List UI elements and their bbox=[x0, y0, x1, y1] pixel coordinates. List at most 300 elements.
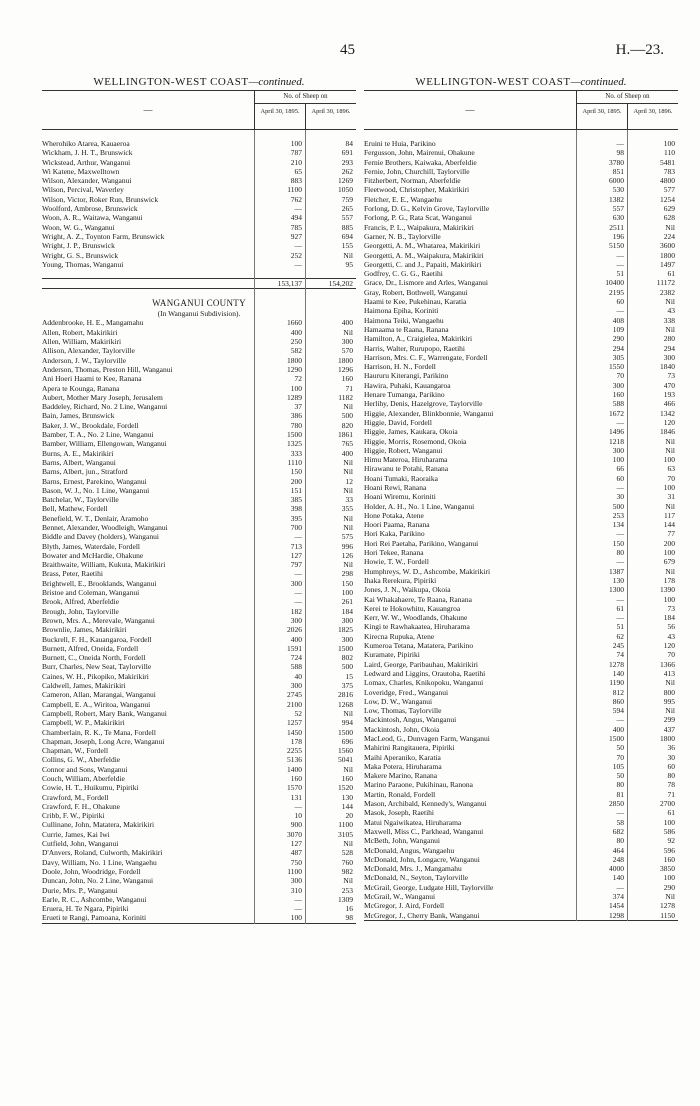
sheep-1896: 759 bbox=[341, 194, 353, 204]
sheep-1895: 682 bbox=[612, 826, 624, 836]
sheep-1896: 31 bbox=[667, 492, 675, 502]
owner-name: Apera te Kounga, Ranana bbox=[42, 383, 120, 393]
table-row bbox=[42, 737, 356, 746]
owner-name: McBeth, John, Wanganui bbox=[364, 836, 440, 846]
sheep-1896: 1269 bbox=[338, 176, 353, 186]
table-row bbox=[42, 644, 356, 653]
sheep-1895: 400 bbox=[290, 327, 302, 337]
owner-name: Blyth, James, Waterdale, Fordell bbox=[42, 541, 140, 551]
sheep-1895: 1800 bbox=[287, 355, 302, 365]
owner-name: Davy, William, No. 1 Line, Wangaehu bbox=[42, 857, 157, 867]
sheep-1895: 253 bbox=[612, 510, 624, 520]
owner-name: Wickham, J. H. T., Brunswick bbox=[42, 148, 133, 158]
table-row bbox=[42, 449, 356, 458]
table-row bbox=[364, 455, 678, 464]
owner-name: Hamaama te Raana, Ranana bbox=[364, 324, 449, 334]
table-row bbox=[364, 632, 678, 641]
total-label bbox=[42, 279, 254, 288]
table-row bbox=[42, 653, 356, 662]
table-row bbox=[42, 913, 356, 922]
sheep-1895: 1500 bbox=[609, 734, 624, 743]
sheep-1895: 70 bbox=[616, 371, 624, 381]
owner-name: Fergusson, John, Mairenui, Ohakune bbox=[364, 148, 475, 158]
table-row bbox=[42, 858, 356, 867]
owner-name: Allison, Alexander, Taylorville bbox=[42, 346, 135, 356]
sheep-1896: 995 bbox=[663, 696, 675, 706]
sheep-1895: 65 bbox=[294, 166, 302, 176]
table-row bbox=[364, 483, 678, 492]
table-row bbox=[364, 846, 678, 855]
owner-name: Mason, Archibald, Kennedy's, Wanganui bbox=[364, 799, 487, 809]
table-row bbox=[364, 316, 678, 325]
table-row bbox=[42, 411, 356, 420]
sheep-1896: 30 bbox=[667, 752, 675, 762]
sheep-1895: 487 bbox=[290, 848, 302, 858]
table-row bbox=[364, 492, 678, 501]
sheep-1895: 50 bbox=[616, 771, 624, 781]
sheep-1895: 5136 bbox=[287, 755, 302, 765]
sheep-1896: 1560 bbox=[338, 746, 353, 756]
table-row bbox=[364, 743, 678, 752]
sheep-1895: 200 bbox=[290, 476, 302, 486]
sheep-1896: 100 bbox=[663, 548, 675, 558]
sheep-1896: 16 bbox=[345, 904, 353, 914]
table-row bbox=[42, 430, 356, 439]
table-row bbox=[42, 662, 356, 671]
owner-name: Barns, Ernest, Parekino, Wanganui bbox=[42, 476, 147, 486]
table-row bbox=[42, 709, 356, 718]
table-row bbox=[42, 458, 356, 467]
table-row bbox=[364, 762, 678, 771]
table-row bbox=[364, 139, 678, 148]
sheep-1896: Nil bbox=[343, 457, 353, 467]
owner-name: Mahirini Rangitauera, Pipiriki bbox=[364, 743, 455, 753]
sheep-1895: 134 bbox=[612, 520, 624, 530]
table-row bbox=[364, 288, 678, 297]
owner-name: Biddle and Davey (holders), Wanganui bbox=[42, 532, 159, 542]
sheep-1896: 80 bbox=[667, 771, 675, 781]
table-row bbox=[42, 158, 356, 167]
table-row bbox=[364, 771, 678, 780]
table-row bbox=[364, 604, 678, 613]
sheep-1895: 37 bbox=[294, 402, 302, 412]
owner-name: Currie, James, Kai Iwi bbox=[42, 829, 110, 839]
sheep-1896: 253 bbox=[341, 885, 353, 895]
table-row bbox=[42, 148, 356, 157]
sheep-1895: 52 bbox=[294, 708, 302, 718]
sheep-1895: — bbox=[294, 241, 302, 251]
sheep-1896: 5481 bbox=[660, 157, 675, 167]
table-row bbox=[364, 650, 678, 659]
sheep-1896: 224 bbox=[663, 231, 675, 241]
sheep-1896: 500 bbox=[341, 662, 353, 672]
sheep-1895: 851 bbox=[612, 166, 624, 176]
sheep-1895: 150 bbox=[612, 538, 624, 548]
table-row bbox=[42, 195, 356, 204]
sheep-1896: Nil bbox=[665, 222, 675, 232]
sheep-1895: 494 bbox=[290, 213, 302, 223]
owner-name: Fernie, John, Churchill, Taylorville bbox=[364, 166, 470, 176]
owner-name: Holder, A. H., No. 1 Line, Wanganui bbox=[364, 501, 475, 511]
sheep-1896: 144 bbox=[663, 520, 675, 530]
table-row bbox=[364, 399, 678, 408]
owner-name: Hamilton, A., Craigielea, Makirikiri bbox=[364, 334, 473, 344]
sheep-1896: 299 bbox=[663, 715, 675, 725]
sheep-1896: 3105 bbox=[338, 829, 353, 839]
sheep-1896: 100 bbox=[663, 482, 675, 492]
sheep-1896: 78 bbox=[667, 780, 675, 790]
sheep-1896: 265 bbox=[341, 204, 353, 214]
table-row bbox=[42, 384, 356, 393]
sheep-1896: Nil bbox=[665, 501, 675, 511]
table-row bbox=[42, 421, 356, 430]
sheep-1895: 750 bbox=[290, 857, 302, 867]
table-row bbox=[42, 223, 356, 232]
table-row bbox=[364, 418, 678, 427]
sheep-1895: 245 bbox=[612, 641, 624, 651]
sheep-1896: 885 bbox=[341, 222, 353, 232]
sheep-1896: 1500 bbox=[338, 727, 353, 737]
right-title-text: WELLINGTON-WEST COAST bbox=[415, 76, 571, 88]
owner-name: Higgie, David, Fordell bbox=[364, 417, 432, 427]
left-date-1896: April 30, 1896. bbox=[305, 104, 356, 129]
table-row bbox=[42, 532, 356, 541]
sheep-1896: 994 bbox=[341, 718, 353, 728]
owner-name: Maxwell, Miss C., Parkhead, Wanganui bbox=[364, 826, 484, 836]
table-row bbox=[364, 511, 678, 520]
sheep-1895: 1110 bbox=[287, 457, 302, 467]
sheep-1895: 80 bbox=[616, 548, 624, 558]
table-row bbox=[42, 793, 356, 802]
table-row bbox=[42, 167, 356, 176]
sheep-1896: Nil bbox=[665, 566, 675, 576]
table-row bbox=[42, 542, 356, 551]
sheep-1896: 760 bbox=[341, 857, 353, 867]
owner-name: Brass, Peter, Raetihi bbox=[42, 569, 103, 579]
sheep-1896: 586 bbox=[663, 826, 675, 836]
owner-name: Brown, Mrs. A., Merevale, Wanganui bbox=[42, 615, 155, 625]
sheep-1895: 1218 bbox=[609, 436, 624, 446]
sheep-1895: 300 bbox=[290, 681, 302, 691]
sheep-1896: 43 bbox=[667, 631, 675, 641]
owner-name: Ani Hoeri Haami te Kee, Ranana bbox=[42, 374, 142, 384]
document-reference: H.—23. bbox=[615, 42, 664, 58]
owner-name: Harrison, Mrs. C. F., Warrengate, Fordell bbox=[364, 352, 488, 362]
sheep-1895: 900 bbox=[290, 820, 302, 830]
spacer bbox=[364, 130, 678, 139]
sheep-1895: 310 bbox=[290, 885, 302, 895]
sheep-1896: 15 bbox=[345, 671, 353, 681]
owner-name: Matui Ngaiwikatea, Hiruharama bbox=[364, 817, 462, 827]
table-row bbox=[364, 195, 678, 204]
sheep-1895: 210 bbox=[290, 157, 302, 167]
sheep-1895: 860 bbox=[612, 696, 624, 706]
owner-name: Cameron, Allan, Marangai, Wanganui bbox=[42, 690, 156, 700]
sheep-1895: 305 bbox=[612, 352, 624, 362]
owner-name: Harrison, H. N., Fordell bbox=[364, 362, 436, 372]
page-number: 45 bbox=[340, 42, 355, 58]
sheep-1896: 33 bbox=[345, 495, 353, 505]
sheep-1895: 4000 bbox=[609, 864, 624, 874]
sheep-1895: 762 bbox=[290, 194, 302, 204]
table-row bbox=[364, 344, 678, 353]
sheep-1896: 1840 bbox=[660, 362, 675, 372]
sheep-1896: 71 bbox=[667, 789, 675, 799]
owner-name: Connor and Sons, Wanganui bbox=[42, 764, 128, 774]
owner-name: Eruini te Huia, Parikino bbox=[364, 139, 436, 148]
owner-name: Loveridge, Fred., Wanganui bbox=[364, 687, 449, 697]
owner-name: Brook, Alfred, Aberfeldie bbox=[42, 597, 120, 607]
owner-name: Anderson, Thomas, Preston Hill, Wanganui bbox=[42, 364, 173, 374]
sheep-1895: 1100 bbox=[287, 866, 302, 876]
owner-name: Hori Kaka, Parikino bbox=[364, 529, 425, 539]
table-row bbox=[42, 346, 356, 355]
table-row bbox=[364, 539, 678, 548]
sheep-1895: 40 bbox=[294, 671, 302, 681]
owner-name: Jones, J. N., Waikupa, Okoia bbox=[364, 585, 451, 595]
sheep-1895: 58 bbox=[616, 817, 624, 827]
table-row bbox=[42, 700, 356, 709]
owner-name: Maka Potera, Hiruharama bbox=[364, 761, 442, 771]
sheep-1895: 100 bbox=[290, 913, 302, 923]
sheep-1896: 1050 bbox=[338, 185, 353, 195]
table-row bbox=[364, 622, 678, 631]
table-row bbox=[364, 790, 678, 799]
table-row bbox=[364, 715, 678, 724]
sheep-1895: 248 bbox=[612, 854, 624, 864]
right-column bbox=[364, 74, 678, 921]
sheep-1896: Nil bbox=[665, 324, 675, 334]
sheep-1896: 691 bbox=[341, 148, 353, 158]
sheep-1896: 178 bbox=[663, 575, 675, 585]
sheep-1895: 713 bbox=[290, 541, 302, 551]
sheep-1896: 300 bbox=[663, 352, 675, 362]
sheep-1896: 193 bbox=[663, 390, 675, 400]
table-row bbox=[364, 325, 678, 334]
sheep-1896: 500 bbox=[341, 411, 353, 421]
sheep-1895: 2026 bbox=[287, 625, 302, 635]
sheep-1896: Nil bbox=[343, 560, 353, 570]
table-row bbox=[364, 567, 678, 576]
sheep-1895: 3070 bbox=[287, 829, 302, 839]
owner-name: McGregor, J., Cherry Bank, Wanganui bbox=[364, 910, 480, 920]
owner-name: Forlong, P. G., Rata Scat, Wanganui bbox=[364, 213, 472, 223]
table-row bbox=[364, 167, 678, 176]
table-row bbox=[42, 848, 356, 857]
left-column bbox=[42, 74, 356, 924]
sheep-1895: 100 bbox=[290, 139, 302, 148]
owner-name: Harris, Walter, Rurupopo, Raetihi bbox=[364, 343, 466, 353]
table-row bbox=[42, 213, 356, 222]
sheep-1895: 500 bbox=[612, 501, 624, 511]
sheep-1896: 100 bbox=[663, 139, 675, 148]
left-table-body bbox=[42, 130, 356, 924]
table-row bbox=[364, 678, 678, 687]
sheep-1895: — bbox=[294, 597, 302, 607]
sheep-1896: 200 bbox=[663, 538, 675, 548]
table-row bbox=[42, 718, 356, 727]
sheep-1896: 184 bbox=[341, 606, 353, 616]
owner-name: Durie, Mrs. P., Wanganui bbox=[42, 885, 118, 895]
sheep-1896: 300 bbox=[341, 615, 353, 625]
sheep-1895: 927 bbox=[290, 231, 302, 241]
sheep-1895: 182 bbox=[290, 606, 302, 616]
sheep-1896: 1296 bbox=[338, 364, 353, 374]
table-row bbox=[42, 839, 356, 848]
owner-name: Fletcher, E. E., Wangaehu bbox=[364, 194, 442, 204]
owner-name: Wilson, Percival, Waverley bbox=[42, 185, 124, 195]
bottom-rule bbox=[42, 923, 356, 924]
owner-name: Woon, A. R., Waitawa, Wanganui bbox=[42, 213, 143, 223]
table-row bbox=[364, 901, 678, 910]
sheep-1895: — bbox=[616, 557, 624, 567]
table-row bbox=[42, 728, 356, 737]
sheep-1895: 1550 bbox=[609, 362, 624, 372]
owner-name: Higgie, Alexander, Blinkbonnie, Wanganui bbox=[364, 408, 494, 418]
table-row bbox=[364, 520, 678, 529]
sheep-1896: 294 bbox=[663, 343, 675, 353]
sheep-1895: 66 bbox=[616, 464, 624, 474]
sheep-1895: 2745 bbox=[287, 690, 302, 700]
owner-name: Brightwell, E., Brooklands, Wanganui bbox=[42, 578, 157, 588]
spacer bbox=[42, 130, 356, 139]
table-row bbox=[42, 523, 356, 532]
sheep-1896: 155 bbox=[341, 241, 353, 251]
sheep-1895: 2850 bbox=[609, 799, 624, 809]
owner-name: Hawira, Puhaki, Kauangaroa bbox=[364, 380, 451, 390]
table-row bbox=[364, 269, 678, 278]
sheep-1896: 63 bbox=[667, 464, 675, 474]
table-row bbox=[42, 690, 356, 699]
owner-name: Allen, Robert, Makirikiri bbox=[42, 327, 118, 337]
sheep-1896: Nil bbox=[665, 445, 675, 455]
right-title-continued: —continued. bbox=[570, 76, 627, 88]
owner-name: Caines, W. H., Pikopiko, Makirikiri bbox=[42, 671, 149, 681]
sheep-1895: 785 bbox=[290, 222, 302, 232]
sheep-1896: 120 bbox=[663, 641, 675, 651]
owner-name: Higgie, Morris, Rosemond, Okoia bbox=[364, 436, 467, 446]
owner-name: Brough, John, Taylorville bbox=[42, 606, 119, 616]
sheep-1895: 1570 bbox=[287, 783, 302, 793]
owner-name: Ledward and Liggins, Orautoha, Raetihi bbox=[364, 668, 486, 678]
sheep-1895: 196 bbox=[612, 231, 624, 241]
table-row bbox=[42, 551, 356, 560]
sheep-1895: 60 bbox=[616, 473, 624, 483]
owner-name: Duncan, John, No. 2 Line, Wanganui bbox=[42, 876, 154, 886]
owner-name: Bain, James, Brunswick bbox=[42, 411, 115, 421]
owner-name: Masok, Joseph, Raetihi bbox=[364, 808, 434, 818]
owner-name: Cowie, H. T., Huikumu, Pipiriki bbox=[42, 783, 139, 793]
sheep-1896: 1182 bbox=[338, 392, 353, 402]
sheep-1895: 80 bbox=[616, 780, 624, 790]
sheep-1896: 1390 bbox=[660, 585, 675, 595]
sheep-1895: 883 bbox=[290, 176, 302, 186]
owner-name: Addenbrooke, H. E., Mangamahu bbox=[42, 318, 144, 328]
sheep-1895: 400 bbox=[612, 724, 624, 734]
table-row bbox=[364, 213, 678, 222]
sheep-1895: 2511 bbox=[609, 222, 624, 232]
table-row bbox=[42, 176, 356, 185]
sheep-1895: 290 bbox=[612, 334, 624, 344]
sheep-1895: 131 bbox=[290, 792, 302, 802]
sheep-1895: — bbox=[294, 204, 302, 214]
table-row bbox=[42, 337, 356, 346]
sheep-1896: 2382 bbox=[660, 287, 675, 297]
table-row bbox=[364, 836, 678, 845]
sheep-1896: Nil bbox=[665, 678, 675, 688]
left-title bbox=[42, 74, 356, 90]
sheep-1896: 20 bbox=[345, 811, 353, 821]
table-row bbox=[364, 883, 678, 892]
sheep-1896: 4800 bbox=[660, 176, 675, 186]
sheep-1896: 184 bbox=[663, 613, 675, 623]
sheep-1896: 1100 bbox=[338, 820, 353, 830]
owner-name: Forlong, D. G., Kelvin Grove, Taylorville bbox=[364, 204, 490, 214]
sheep-1895: 10 bbox=[294, 811, 302, 821]
owner-name: Aubert, Mother Mary Joseph, Jerusalem bbox=[42, 392, 163, 402]
owner-name: Francis, P. L., Waipakura, Makirikiri bbox=[364, 222, 474, 232]
sheep-1896: 71 bbox=[345, 383, 353, 393]
table-row bbox=[364, 223, 678, 232]
owner-name: Braithwaite, William, Kukuta, Makirikiri bbox=[42, 560, 166, 570]
owner-name: Bamber, T. A., No. 2 Line, Wanganui bbox=[42, 430, 154, 440]
sheep-1895: 70 bbox=[616, 752, 624, 762]
owner-name: Hoani Rewi, Ranana bbox=[364, 482, 427, 492]
sheep-1895: 588 bbox=[290, 662, 302, 672]
section-subheading: (In Wanganui Subdivision). bbox=[157, 309, 241, 319]
owner-name: Fernie Brothers, Kaiwaka, Aberfeldie bbox=[364, 157, 477, 167]
sheep-1895: — bbox=[616, 417, 624, 427]
sheep-1895: 1325 bbox=[287, 439, 302, 449]
sheep-1895: — bbox=[616, 482, 624, 492]
table-row bbox=[364, 864, 678, 873]
sheep-1895: 594 bbox=[612, 706, 624, 716]
table-row bbox=[42, 504, 356, 513]
sheep-1895: 787 bbox=[290, 148, 302, 158]
owner-name: Higgie, James, Kaukara, Okoia bbox=[364, 427, 458, 437]
sheep-1895: — bbox=[294, 532, 302, 542]
sheep-1895: 6000 bbox=[609, 176, 624, 186]
sheep-1896: 1500 bbox=[338, 643, 353, 653]
table-row bbox=[364, 799, 678, 808]
sheep-1896: 1497 bbox=[660, 259, 675, 269]
sheep-1896: 293 bbox=[341, 157, 353, 167]
sheep-1895: 60 bbox=[616, 297, 624, 307]
sheep-1896: 70 bbox=[667, 473, 675, 483]
table-row bbox=[364, 818, 678, 827]
owner-name: Bamber, William, Ellengowan, Wanganui bbox=[42, 439, 167, 449]
sheep-1896: Nil bbox=[343, 764, 353, 774]
table-row bbox=[42, 876, 356, 885]
owner-name: Crawford, F. H., Ohakune bbox=[42, 801, 120, 811]
table-row bbox=[42, 139, 356, 148]
total-1896: 154,202 bbox=[328, 279, 353, 289]
sheep-1895: 72 bbox=[294, 374, 302, 384]
sheep-1895: 630 bbox=[612, 213, 624, 223]
bottom-rule bbox=[364, 920, 678, 921]
table-row bbox=[364, 427, 678, 436]
sheep-1895: — bbox=[616, 306, 624, 316]
section-heading: WANGANUI COUNTY bbox=[152, 298, 246, 309]
sheep-1895: 30 bbox=[616, 492, 624, 502]
table-row bbox=[364, 334, 678, 343]
owner-name: Howie, T. W., Fordell bbox=[364, 557, 429, 567]
owner-name: Benefield, W. T., Denlair, Aramoho bbox=[42, 513, 149, 523]
table-row bbox=[42, 402, 356, 411]
owner-name: Chapman, Joseph, Long Acre, Wanganui bbox=[42, 736, 165, 746]
sheep-1895: 2195 bbox=[609, 287, 624, 297]
owner-name: McGrail, George, Ludgate Hill, Taylorville bbox=[364, 882, 494, 892]
